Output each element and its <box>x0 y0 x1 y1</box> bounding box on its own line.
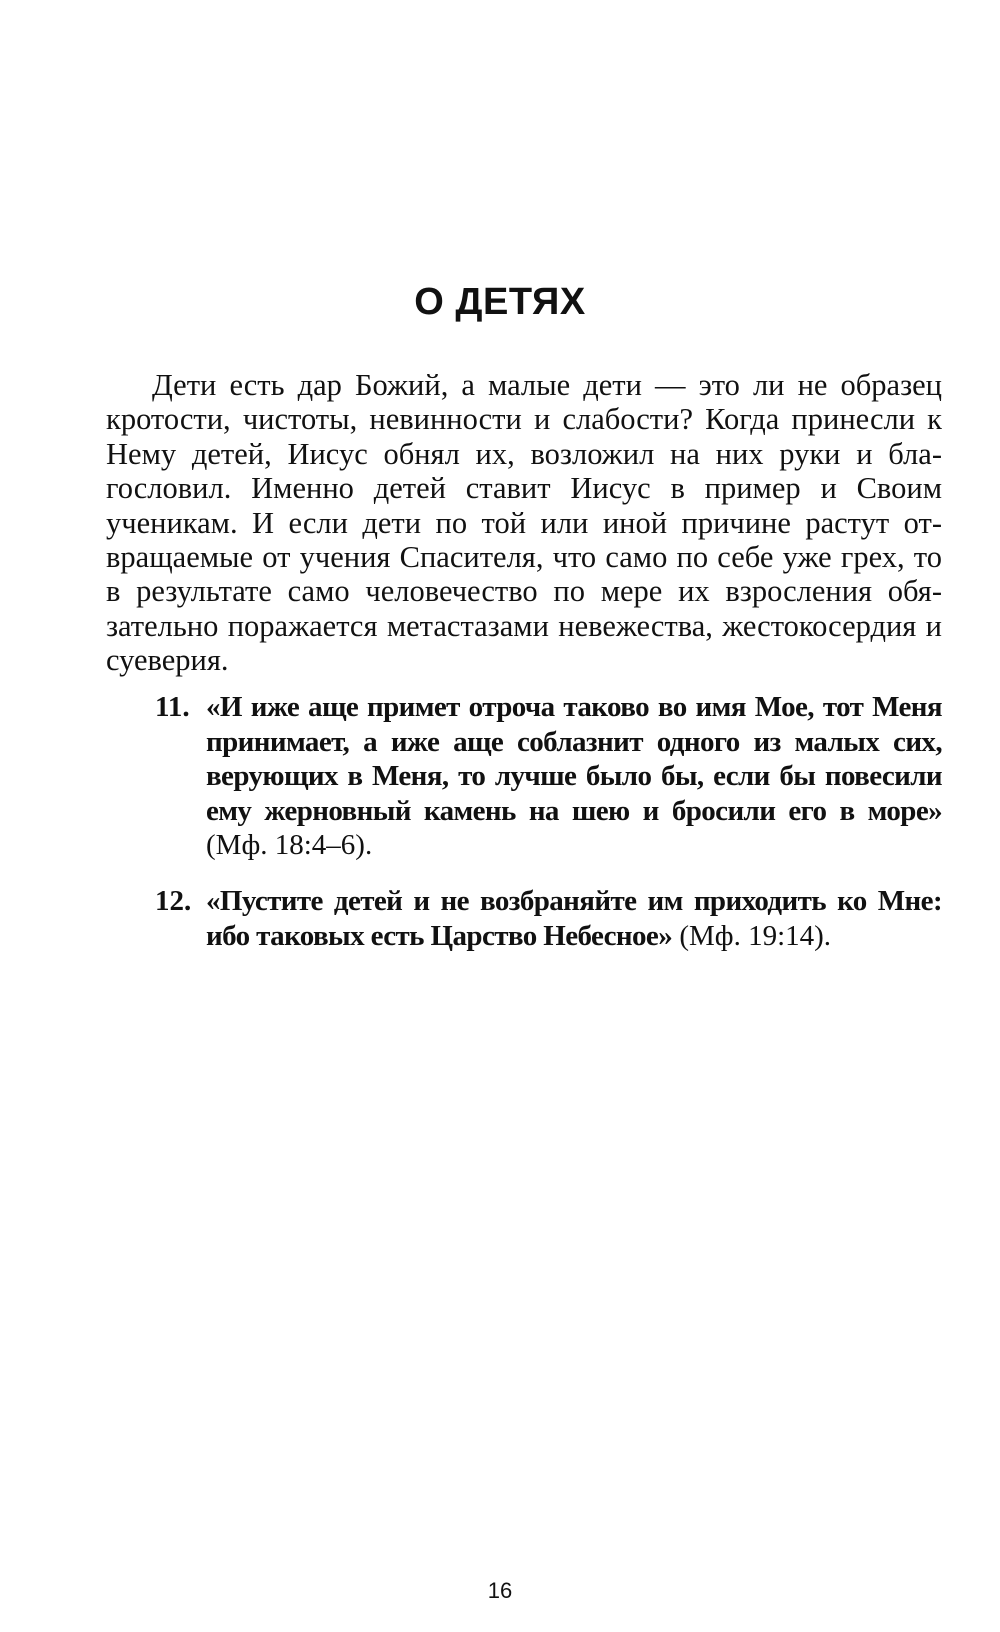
page-title: О ДЕТЯХ <box>414 281 586 323</box>
intro-paragraph: Дети есть дар Божий, а малые дети — это ли не образец кротости, чистоты, невинности и слабости? Когда принесли к Нему детей, Иисус обнял их, возложил на них руки и благословил. Именно детей ставит Иисус в пример и Своим ученикам. И если дети по той или иной причине растут отвращаемые от учения Спасителя, что само по себе уже грех, то в результате само человечество по мере их взросления обязательно поражается метастазами невежества, жестокосердия и суеверия. <box>106 368 942 678</box>
verse-number: 11. <box>155 691 190 723</box>
verse-quote: «Пустите детей и не возбраняйте им приходить ко Мне: ибо таковых есть Царство Небесное» <box>206 885 942 952</box>
verse-body <box>206 690 942 863</box>
verse-item <box>155 884 942 953</box>
page-number: 16 <box>487 1578 513 1603</box>
verse-body <box>206 884 942 953</box>
verse-quote: «И иже аще примет отроча таково во имя Мое, тот Меня принимает, а иже аще соблазнит одного из малых сих, верующих в Меня, то лучше было бы, если бы повесили ему жерновный камень на шею и бросили его в море» <box>206 691 942 827</box>
verse-reference: (Мф. 19:14). <box>679 919 832 952</box>
verse-reference: (Мф. 18:4–6). <box>206 829 373 861</box>
verse-number: 12. <box>155 885 192 917</box>
verse-item <box>155 690 942 863</box>
